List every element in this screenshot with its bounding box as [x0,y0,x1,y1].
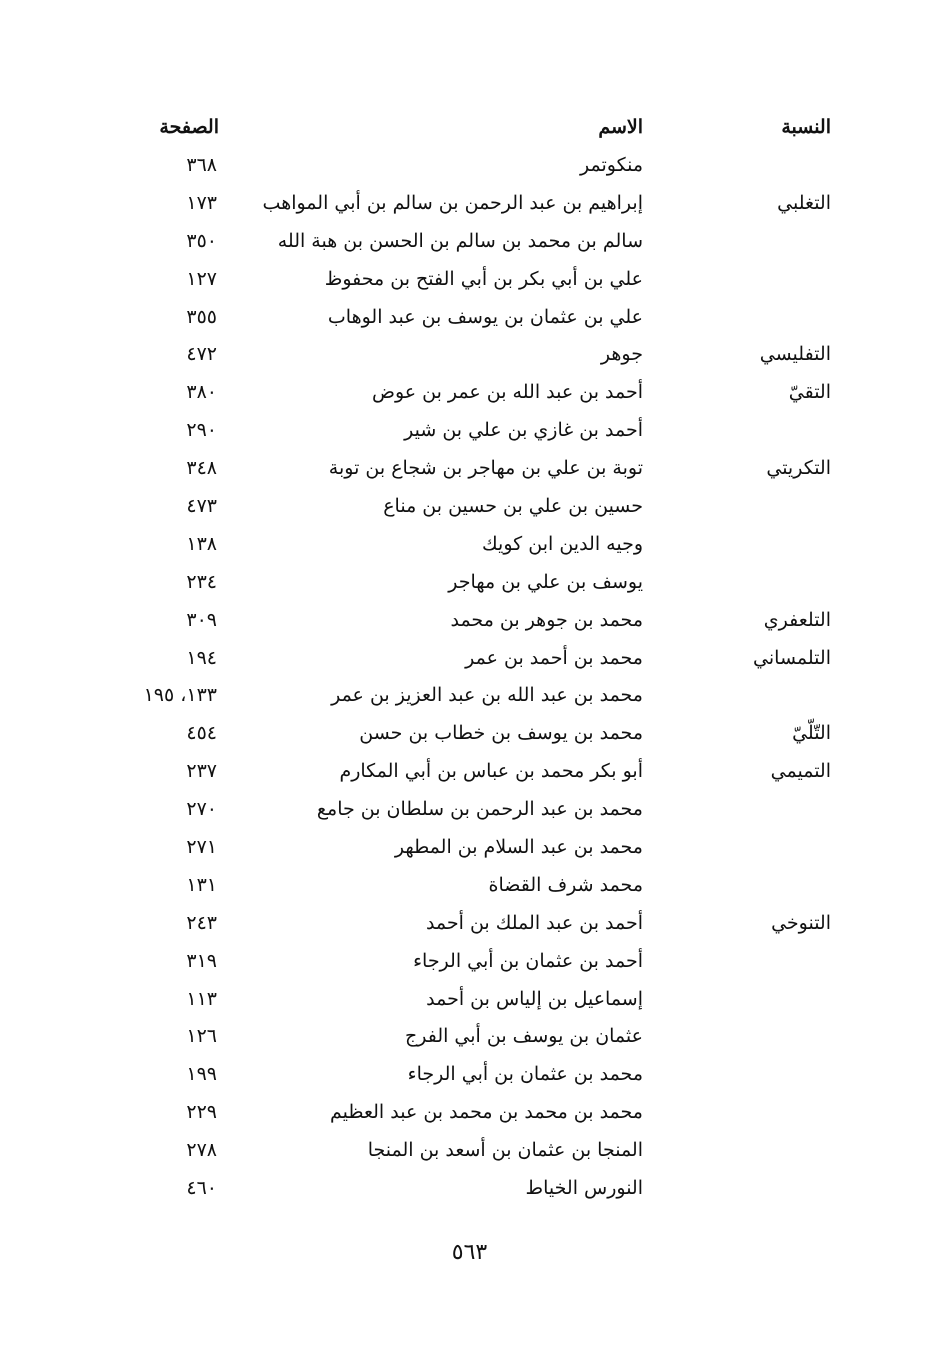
nisba-cell: التلعفري [763,608,831,631]
name-cell: إسماعيل بن إلياس بن أحمد [426,987,643,1010]
table-row [0,146,939,184]
name-cell: محمد بن عبد السلام بن المطهر [394,835,643,858]
page-cell: ١٣٨ [186,532,217,555]
table-row [0,790,939,828]
page-cell: ٢٣٤ [186,570,217,593]
name-cell: أبو بكر محمد بن عباس بن أبي المكارم [339,760,643,783]
nisba-cell: التّلّيّ [792,722,831,745]
page-cell: ٢٣٧ [186,760,217,783]
page-cell: ٣٥٠ [186,229,217,252]
page-cell: ١٩٤ [186,646,217,669]
name-cell: محمد بن جوهر بن محمد [450,608,643,631]
table-row [0,487,939,525]
nisba-cell [651,1093,831,1131]
nisba-cell [651,563,831,601]
table-row [0,1055,939,1093]
name-cell: وجيه الدين ابن كويك [482,532,643,555]
name-cell: محمد بن يوسف بن خطاب بن حسن [359,722,643,745]
table-row [0,752,939,790]
page-cell: ١٢٧ [186,267,217,290]
header-page: الصفحة [159,116,219,138]
page-cell: ٢٢٩ [186,1101,217,1124]
nisba-cell [651,1131,831,1169]
name-cell: يوسف بن علي بن مهاجر [448,570,643,593]
page-number: ٥٦٣ [451,1240,488,1265]
name-cell: أحمد بن عبد الله بن عمر بن عوض [371,381,643,404]
nisba-cell: التغلبي [777,191,831,214]
page-cell: ٢٧٨ [186,1139,217,1162]
page-cell: ٤٧٢ [186,343,217,366]
name-cell: محمد بن عثمان بن أبي الرجاء [407,1063,643,1086]
nisba-cell: التلمساني [753,646,831,669]
page-cell: ٣٠٩ [186,608,217,631]
name-cell: منكوتمر [580,153,643,176]
header-name: الاسم [598,116,643,138]
page-cell: ٢٧٠ [186,798,217,821]
table-row [0,222,939,260]
page-cell: ٣٥٥ [186,305,217,328]
page-cell: ١٧٣ [186,191,217,214]
table-row [0,260,939,298]
name-cell: عثمان بن يوسف بن أبي الفرج [404,1025,643,1048]
nisba-cell [651,942,831,980]
nisba-cell [651,487,831,525]
page-cell: ١٩٩ [186,1063,217,1086]
table-row [0,676,939,714]
name-cell: سالم بن محمد بن سالم بن الحسن بن هبة الله [277,229,643,252]
name-cell: أحمد بن غازي بن علي بن شير [404,419,643,442]
table-row [0,1131,939,1169]
name-cell: محمد بن عبد الله بن عبد العزيز بن عمر [331,684,643,707]
table-row [0,601,939,639]
nisba-cell [651,260,831,298]
table-row [0,563,939,601]
table-row [0,942,939,980]
name-cell: جوهر [600,343,643,366]
table-row [0,1017,939,1055]
name-cell: حسين بن علي بن حسين بن مناع [383,494,643,517]
nisba-cell [651,298,831,336]
table-row [0,373,939,411]
table-header [0,108,939,146]
name-cell: علي بن أبي بكر بن أبي الفتح بن محفوظ [324,267,643,290]
index-table [0,108,939,1207]
nisba-cell [651,1169,831,1207]
nisba-cell [651,866,831,904]
page-cell: ٣١٩ [186,949,217,972]
page-cell: ٢٩٠ [186,419,217,442]
table-row [0,298,939,336]
nisba-cell [651,146,831,184]
page-cell: ١٢٦ [186,1025,217,1048]
page-cell: ١٣١ [186,873,217,896]
nisba-cell [651,222,831,260]
name-cell: أحمد بن عثمان بن أبي الرجاء [413,949,643,972]
table-row [0,828,939,866]
page-cell: ٢٤٣ [186,911,217,934]
table-row [0,525,939,563]
nisba-cell [651,790,831,828]
page-cell: ٣٤٨ [186,457,217,480]
nisba-cell [651,828,831,866]
nisba-cell: التنوخي [771,911,831,934]
name-cell: محمد بن عبد الرحمن بن سلطان بن جامع [316,798,643,821]
table-row [0,184,939,222]
table-row [0,639,939,677]
table-row [0,411,939,449]
header-nisba: النسبة [781,116,831,138]
nisba-cell [651,676,831,714]
nisba-cell [651,980,831,1018]
page-cell: ٣٨٠ [186,381,217,404]
table-row [0,335,939,373]
table-row [0,714,939,752]
page-cell: ١١٣ [186,987,217,1010]
nisba-cell: التفليسي [759,343,831,366]
page-cell: ١٣٣، ١٩٥ [143,684,217,707]
name-cell: المنجا بن عثمان بن أسعد بن المنجا [367,1139,643,1162]
nisba-cell: التميمي [770,760,831,783]
table-row [0,980,939,1018]
table-row [0,904,939,942]
table-row [0,866,939,904]
table-row [0,1169,939,1207]
nisba-cell [651,1055,831,1093]
nisba-cell: التقيّ [788,381,831,404]
page-cell: ٢٧١ [186,835,217,858]
nisba-cell: التكريتي [766,457,831,480]
name-cell: علي بن عثمان بن يوسف بن عبد الوهاب [327,305,643,328]
table-row [0,1093,939,1131]
page-cell: ٤٧٣ [186,494,217,517]
table-body [0,146,939,1207]
page-cell: ٤٥٤ [186,722,217,745]
name-cell: محمد شرف القضاة [488,873,643,896]
name-cell: محمد بن أحمد بن عمر [465,646,643,669]
name-cell: أحمد بن عبد الملك بن أحمد [425,911,643,934]
name-cell: إبراهيم بن عبد الرحمن بن سالم بن أبي المواهب [262,191,643,214]
nisba-cell [651,525,831,563]
name-cell: توبة بن علي بن مهاجر بن شجاع بن توبة [328,457,643,480]
name-cell: النورس الخياط [525,1176,643,1199]
page-cell: ٣٦٨ [186,153,217,176]
name-cell: محمد بن محمد بن محمد بن عبد العظيم [330,1101,643,1124]
nisba-cell [651,411,831,449]
nisba-cell [651,1017,831,1055]
table-row [0,449,939,487]
page-cell: ٤٦٠ [186,1176,217,1199]
